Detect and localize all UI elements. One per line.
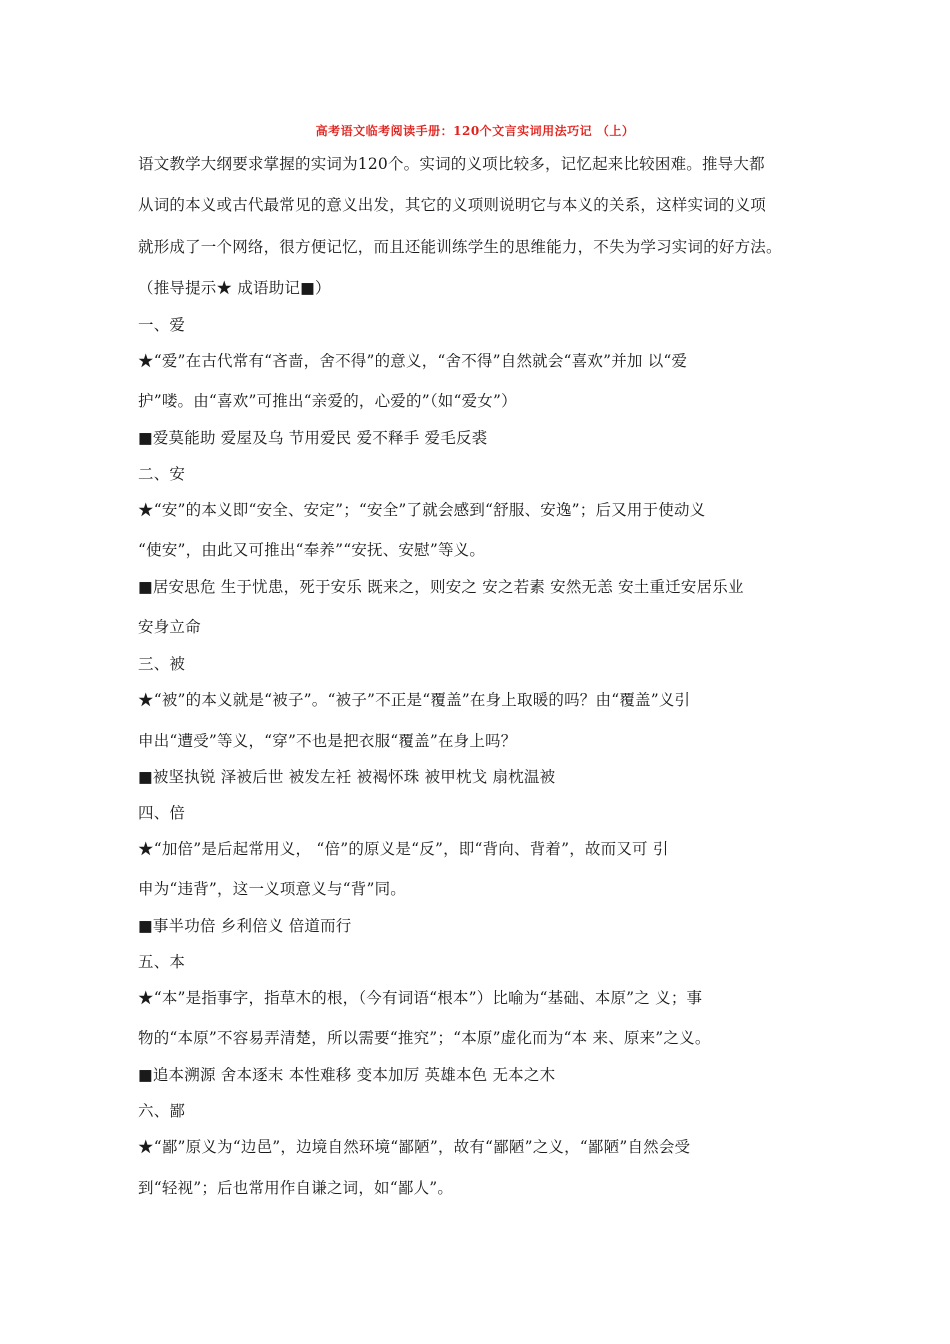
text-line: ★“安”的本义即“安全、安定”；“安全”了就会感到“舒服、安逸”；后又用于使动义 <box>138 501 706 519</box>
idiom-line: ■被坚执锐 泽被后世 被发左衽 被褐怀珠 被甲枕戈 扇枕温被 <box>138 768 556 786</box>
text-line: 从词的本义或古代最常见的意义出发，其它的义项则说明它与本义的关系，这样实词的义项 <box>138 196 767 214</box>
legend-line: （推导提示★ 成语助记■） <box>138 279 331 297</box>
section-heading: 一、爱 <box>138 316 186 334</box>
idiom-line: ■居安思危 生于忧患，死于安乐 既来之，则安之 安之若素 安然无恙 安土重迁安居乐业 <box>138 578 744 596</box>
text-line: 就形成了一个网络，很方便记忆，而且还能训练学生的思维能力，不失为学习实词的好方法。 <box>138 238 782 256</box>
section-heading: 五、本 <box>138 953 186 971</box>
section-heading: 三、被 <box>138 655 186 673</box>
text-line: 到“轻视”；后也常用作自谦之词，如“鄙人”。 <box>138 1179 454 1197</box>
text-line: 物的“本原”不容易弄清楚，所以需要“推究”；“本原”虚化而为“本 来、原来”之义。 <box>138 1029 711 1047</box>
text-line: 申为“违背”，这一义项意义与“背”同。 <box>138 880 406 898</box>
text-line: “使安”，由此又可推出“奉养”“安抚、安慰”等义。 <box>138 541 486 559</box>
text-line: 护”喽。由“喜欢”可推出“亲爱的，心爱的”（如“爱女”） <box>138 392 517 410</box>
text-line: ★“爱”在古代常有“吝啬，舍不得”的意义，“舍不得”自然就会“喜欢”并加 以“爱 <box>138 352 688 370</box>
section-heading: 六、鄙 <box>138 1102 186 1120</box>
section-heading: 四、倍 <box>138 804 186 822</box>
idiom-line: ■追本溯源 舍本逐末 本性难移 变本加厉 英雄本色 无本之木 <box>138 1066 556 1084</box>
text-line: 申出“遭受”等义，“穿”不也是把衣服“覆盖”在身上吗？ <box>138 732 517 750</box>
text-line: ★“鄙”原义为“边邑”，边境自然环境“鄙陋”，故有“鄙陋”之义，“鄙陋”自然会受 <box>138 1138 691 1156</box>
text-line: ★“本”是指事字，指草木的根，（今有词语“根本”）比喻为“基础、本原”之 义；事 <box>138 989 703 1007</box>
idiom-line: 安身立命 <box>138 618 201 636</box>
idiom-line: ■事半功倍 乡利倍义 倍道而行 <box>138 917 352 935</box>
idiom-line: ■爱莫能助 爱屋及乌 节用爱民 爱不释手 爱毛反裘 <box>138 429 488 447</box>
text-line: ★“加倍”是后起常用义， “倍”的原义是“反”，即“背向、背着”，故而又可 引 <box>138 840 669 858</box>
text-line: 语文教学大纲要求掌握的实词为120个。实词的义项比较多，记忆起来比较困难。推导大都 <box>138 155 765 173</box>
text-line: ★“被”的本义就是“被子”。“被子”不正是“覆盖”在身上取暖的吗？由“覆盖”义引 <box>138 691 691 709</box>
document-title: 高考语文临考阅读手册：120个文言实词用法巧记 （上） <box>315 124 635 138</box>
section-heading: 二、安 <box>138 465 186 483</box>
